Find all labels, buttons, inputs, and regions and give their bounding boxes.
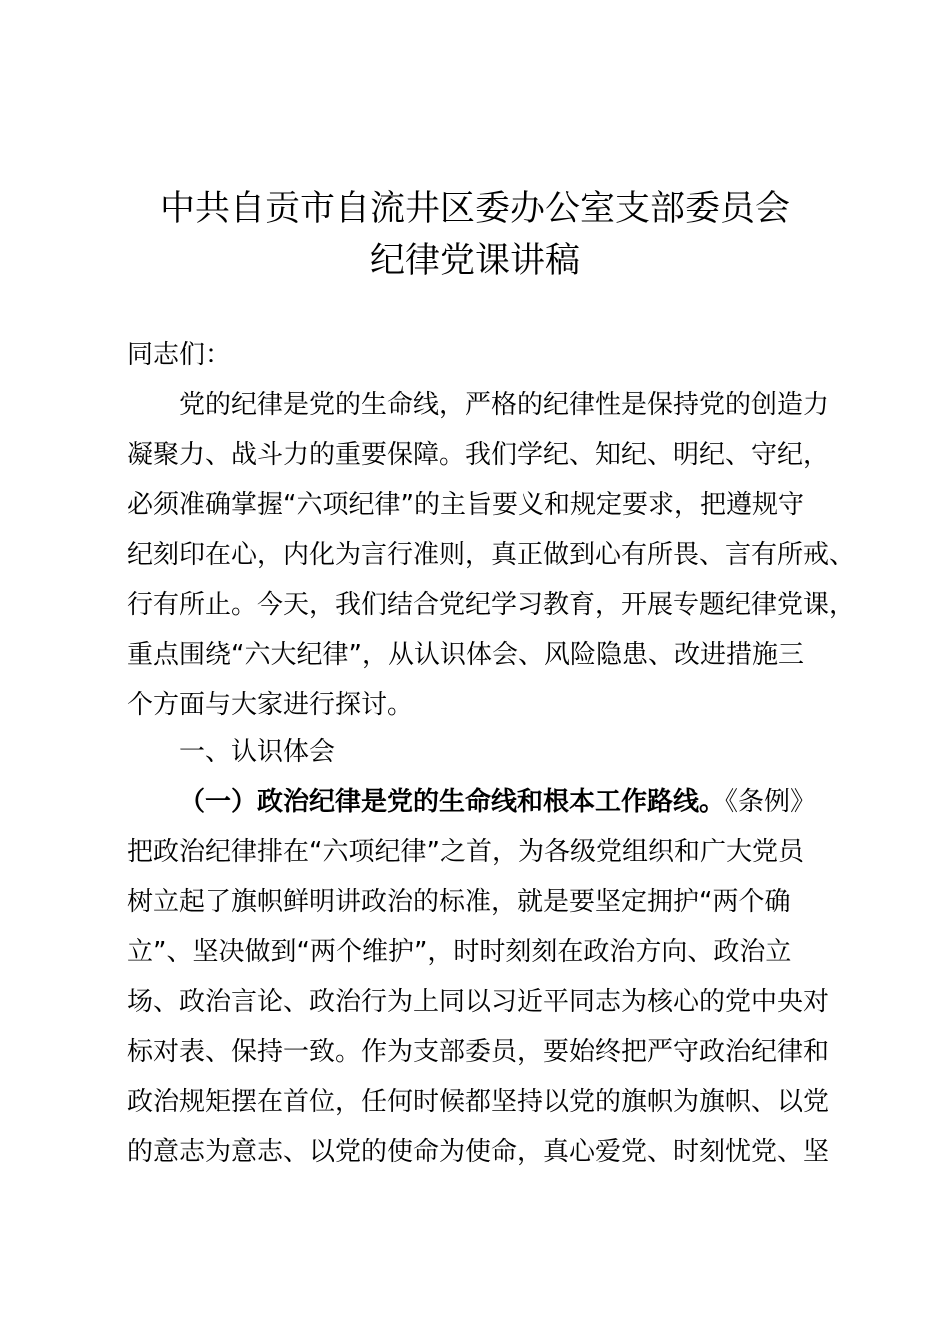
subsection-1-line-2: 把政治纪律排在“六项纪律”之首，为各级党组织和广大党员 [127,837,804,867]
paragraph-1-line-6: 重点围绕“六大纪律”，从认识体会、风险隐患、改进措施三 [127,640,804,670]
paragraph-1-line-7: 个方面与大家进行探讨。 [127,690,414,720]
paragraph-1-line-3: 必须准确掌握“六项纪律”的主旨要义和规定要求，把遵规守 [127,490,804,520]
subsection-1-line-6: 标对表、保持一致。作为支部委员，要始终把严守政治纪律和 [127,1037,830,1067]
subsection-1-first-line-rest: 《条例》 [725,787,817,817]
subsection-1-line-5: 场、政治言论、政治行为上同以习近平同志为核心的党中央对 [127,987,830,1017]
subsection-1-line-7: 政治规矩摆在首位，任何时候都坚持以党的旗帜为旗帜、以党 [127,1087,830,1117]
title-line-1: 中共自贡市自流井区委办公室支部委员会 [159,189,790,229]
salutation: 同志们： [127,340,232,370]
subsection-1-heading: （一）政治纪律是党的生命线和根本工作路线。 [179,787,726,817]
paragraph-1-line-1: 党的纪律是党的生命线，严格的纪律性是保持党的创造力 [179,390,830,420]
subsection-1-line-4: 立”、坚决做到“两个维护”，时时刻刻在政治方向、政治立 [127,937,792,967]
paragraph-1-line-2: 凝聚力、战斗力的重要保障。我们学纪、知纪、明纪、守纪， [127,440,830,470]
subsection-1-first-line [179,777,899,827]
title-line-2: 纪律党课讲稿 [369,241,580,281]
subsection-1-line-3: 树立起了旗帜鲜明讲政治的标准，就是要坚定拥护“两个确 [127,887,791,917]
document-title [0,183,950,287]
subsection-1-line-8: 的意志为意志、以党的使命为使命，真心爱党、时刻忧党、坚 [127,1137,830,1167]
paragraph-1-line-5: 行有所止。今天，我们结合党纪学习教育，开展专题纪律党课， [127,590,856,620]
paragraph-1-line-4: 纪刻印在心，内化为言行准则，真正做到心有所畏、言有所戒、 [127,540,856,570]
section-1-heading: 一、认识体会 [179,737,336,767]
